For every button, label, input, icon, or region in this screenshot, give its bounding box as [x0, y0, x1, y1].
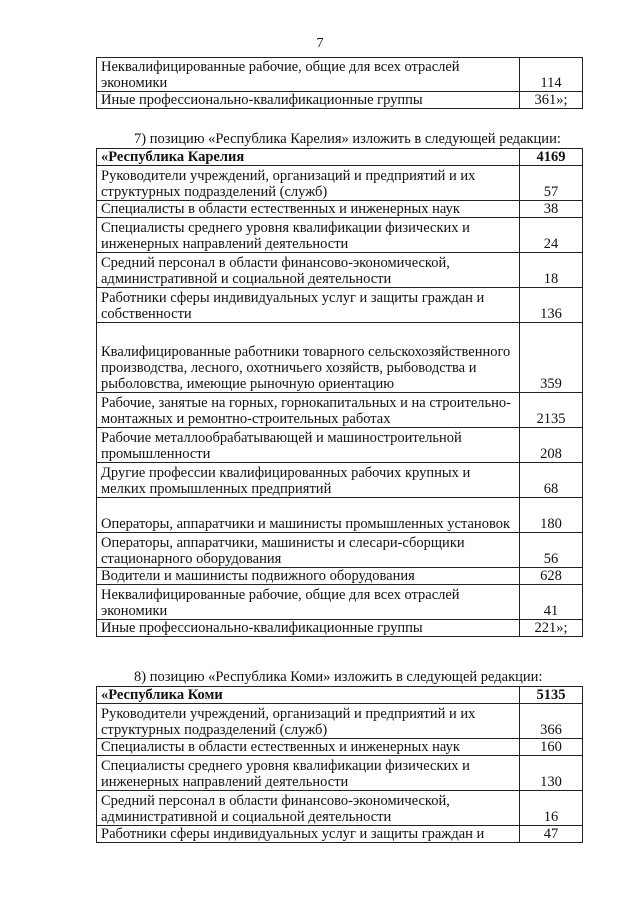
table-row — [97, 498, 583, 533]
row-value: 359 — [520, 323, 583, 393]
row-label: Иные профессионально-квалификационные группы — [97, 620, 520, 637]
row-value: 366 — [520, 704, 583, 739]
table-karelia — [96, 148, 583, 637]
table-header-row — [97, 687, 583, 704]
row-value: 57 — [520, 166, 583, 201]
table-row — [97, 218, 583, 253]
row-value: 16 — [520, 791, 583, 826]
row-value: 208 — [520, 428, 583, 463]
row-value: 361»; — [520, 92, 583, 109]
table-row — [97, 739, 583, 756]
table-row — [97, 58, 583, 92]
row-label: Неквалифицированные рабочие, общие для всех отраслей экономики — [97, 58, 520, 92]
row-value: 56 — [520, 533, 583, 568]
row-label: Специалисты среднего уровня квалификации физических и инженерных направлений деятельности — [97, 756, 520, 791]
row-label: Работники сферы индивидуальных услуг и защиты граждан и — [97, 826, 520, 843]
table-row — [97, 393, 583, 428]
row-value: 18 — [520, 253, 583, 288]
row-value: 2135 — [520, 393, 583, 428]
page-number: 7 — [316, 36, 324, 51]
row-value: 160 — [520, 739, 583, 756]
section8-intro: 8) позицию «Республика Коми» изложить в следующей редакции: — [134, 669, 543, 685]
row-value: 221»; — [520, 620, 583, 637]
row-label: Операторы, аппаратчики, машинисты и слесари-сборщики стационарного оборудования — [97, 533, 520, 568]
row-label: Квалифицированные работники товарного сельскохозяйственного производства, лесного, охотничьего хозяйств, рыбоводства и рыболовства, имеющие рыночную ориентацию — [97, 323, 520, 393]
table-row — [97, 826, 583, 843]
table-row — [97, 166, 583, 201]
table-row — [97, 253, 583, 288]
table-row — [97, 323, 583, 393]
row-value: 24 — [520, 218, 583, 253]
row-value: 47 — [520, 826, 583, 843]
row-label: Иные профессионально-квалификационные группы — [97, 92, 520, 109]
row-label: Неквалифицированные рабочие, общие для всех отраслей экономики — [97, 585, 520, 620]
row-label: Специалисты среднего уровня квалификации физических и инженерных направлений деятельности — [97, 218, 520, 253]
row-value: 180 — [520, 498, 583, 533]
row-label: Руководители учреждений, организаций и предприятий и их структурных подразделений (служб) — [97, 704, 520, 739]
row-label: Средний персонал в области финансово-экономической, административной и социальной деятельности — [97, 791, 520, 826]
table-row — [97, 92, 583, 109]
row-label: Другие профессии квалифицированных рабочих крупных и мелких промышленных предприятий — [97, 463, 520, 498]
region-name: «Республика Карелия — [97, 149, 520, 166]
table-row — [97, 463, 583, 498]
table-row — [97, 585, 583, 620]
table-row — [97, 791, 583, 826]
row-label: Специалисты в области естественных и инженерных наук — [97, 739, 520, 756]
row-label: Специалисты в области естественных и инженерных наук — [97, 201, 520, 218]
row-label: Рабочие, занятые на горных, горнокапитальных и на строительно-монтажных и ремонтно-строительных работах — [97, 393, 520, 428]
table-row — [97, 568, 583, 585]
table-row — [97, 704, 583, 739]
row-value: 68 — [520, 463, 583, 498]
table-top — [96, 57, 583, 109]
row-label: Водители и машинисты подвижного оборудования — [97, 568, 520, 585]
table-komi — [96, 686, 583, 843]
row-value: 130 — [520, 756, 583, 791]
section7-intro: 7) позицию «Республика Карелия» изложить в следующей редакции: — [134, 131, 561, 147]
row-value: 114 — [520, 58, 583, 92]
row-label: Средний персонал в области финансово-экономической, административной и социальной деятельности — [97, 253, 520, 288]
row-value: 628 — [520, 568, 583, 585]
region-total: 5135 — [520, 687, 583, 704]
region-name: «Республика Коми — [97, 687, 520, 704]
table-row — [97, 533, 583, 568]
table-row — [97, 756, 583, 791]
row-value: 38 — [520, 201, 583, 218]
row-label: Рабочие металлообрабатывающей и машиностроительной промышленности — [97, 428, 520, 463]
table-row — [97, 201, 583, 218]
row-label: Руководители учреждений, организаций и предприятий и их структурных подразделений (служб) — [97, 166, 520, 201]
region-total: 4169 — [520, 149, 583, 166]
table-row — [97, 620, 583, 637]
row-value: 41 — [520, 585, 583, 620]
row-label: Работники сферы индивидуальных услуг и защиты граждан и собственности — [97, 288, 520, 323]
table-row — [97, 288, 583, 323]
row-label: Операторы, аппаратчики и машинисты промышленных установок — [97, 498, 520, 533]
row-value: 136 — [520, 288, 583, 323]
table-header-row — [97, 149, 583, 166]
table-row — [97, 428, 583, 463]
